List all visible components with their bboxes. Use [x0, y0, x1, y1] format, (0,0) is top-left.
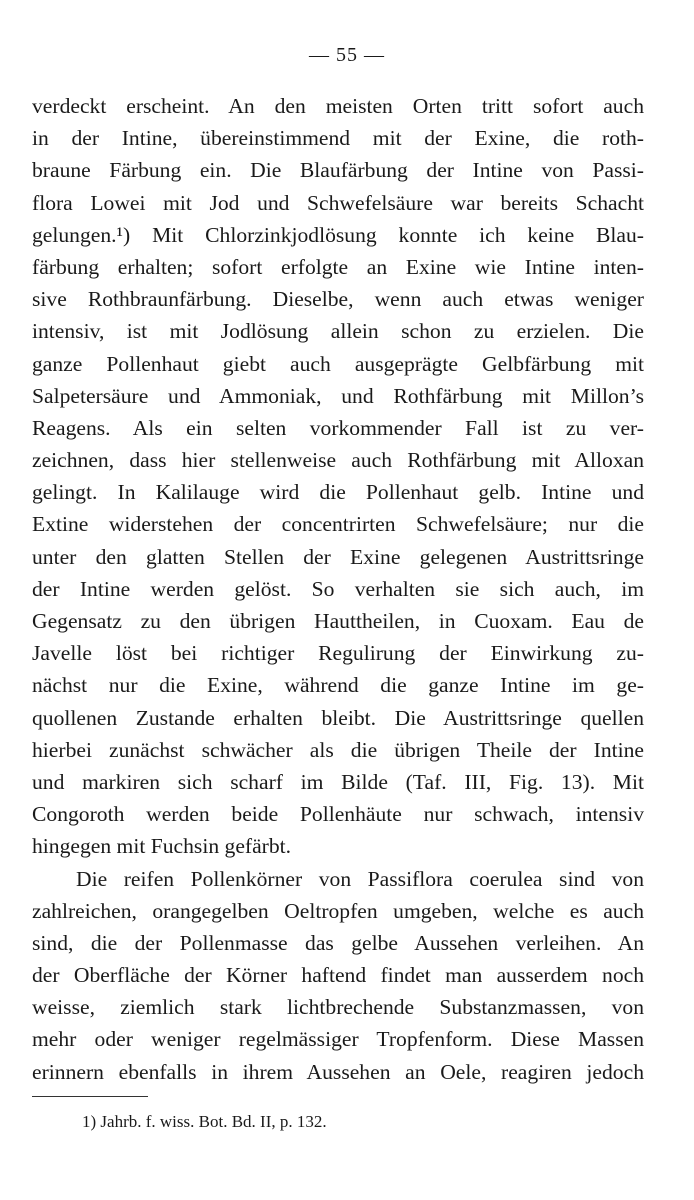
text-line: mehr oder weniger regelmässiger Tropfenform. Diese Massen	[32, 1027, 644, 1052]
text-line: braune Färbung ein. Die Blaufärbung der Intine von Passi-	[32, 158, 644, 183]
text-line: und markiren sich scharf im Bilde (Taf. III, Fig. 13). Mit	[32, 769, 644, 794]
page-number: — 55 —	[309, 44, 385, 66]
text-line: intensiv, ist mit Jodlösung allein schon zu erzielen. Die	[32, 319, 644, 344]
text-line: nächst nur die Exine, während die ganze Intine im ge-	[32, 673, 644, 698]
text-line: hingegen mit Fuchsin gefärbt.	[32, 834, 292, 859]
text-line: gelingt. In Kalilauge wird die Pollenhaut gelb. Intine und	[32, 480, 644, 505]
body-text	[32, 90, 644, 1088]
text-line: sind, die der Pollenmasse das gelbe Aussehen verleihen. An	[32, 930, 644, 955]
text-line: Die reifen Pollenkörner von Passiflora coerulea sind von	[76, 866, 644, 891]
text-line: der Oberfläche der Körner haftend findet man ausserdem noch	[32, 963, 644, 988]
text-line: Javelle löst bei richtiger Regulirung der Einwirkung zu-	[32, 641, 644, 666]
text-line: färbung erhalten; sofort erfolgte an Exine wie Intine inten-	[32, 254, 644, 279]
text-line: zahlreichen, orangegelben Oeltropfen umgeben, welche es auch	[32, 898, 644, 923]
text-line: hierbei zunächst schwächer als die übrigen Theile der Intine	[32, 737, 644, 762]
text-line: verdeckt erscheint. An den meisten Orten tritt sofort auch	[32, 94, 644, 118]
text-line: in der Intine, übereinstimmend mit der Exine, die roth-	[32, 126, 644, 151]
text-line: flora Lowei mit Jod und Schwefelsäure war bereits Schacht	[32, 190, 644, 215]
text-line: zeichnen, dass hier stellenweise auch Rothfärbung mit Alloxan	[32, 448, 644, 473]
text-line: Gegensatz zu den übrigen Hauttheilen, in Cuoxam. Eau de	[32, 609, 644, 633]
text-line: Congoroth werden beide Pollenhäute nur schwach, intensiv	[32, 802, 644, 827]
text-line: erinnern ebenfalls in ihrem Aussehen an Oele, reagiren jedoch	[32, 1059, 644, 1084]
footnote: 1) Jahrb. f. wiss. Bot. Bd. II, p. 132.	[82, 1112, 327, 1131]
text-line: der Intine werden gelöst. So verhalten sie sich auch, im	[32, 576, 644, 601]
text-line: unter den glatten Stellen der Exine gelegenen Austrittsringe	[32, 544, 644, 569]
text-line: Salpetersäure und Ammoniak, und Rothfärbung mit Millon’s	[32, 383, 644, 408]
text-line: ganze Pollenhaut giebt auch ausgeprägte Gelbfärbung mit	[32, 351, 644, 376]
text-line: quollenen Zustande erhalten bleibt. Die Austrittsringe quellen	[32, 705, 644, 730]
text-line: weisse, ziemlich stark lichtbrechende Substanzmassen, von	[32, 995, 644, 1020]
footnote-divider	[32, 1096, 148, 1097]
text-line: Extine widerstehen der concentrirten Schwefelsäure; nur die	[32, 512, 644, 537]
text-line: gelungen.¹) Mit Chlorzinkjodlösung konnte ich keine Blau-	[32, 222, 644, 247]
text-line: Reagens. Als ein selten vorkommender Fall ist zu ver-	[32, 415, 644, 440]
text-line: sive Rothbraunfärbung. Dieselbe, wenn auch etwas weniger	[32, 287, 644, 312]
